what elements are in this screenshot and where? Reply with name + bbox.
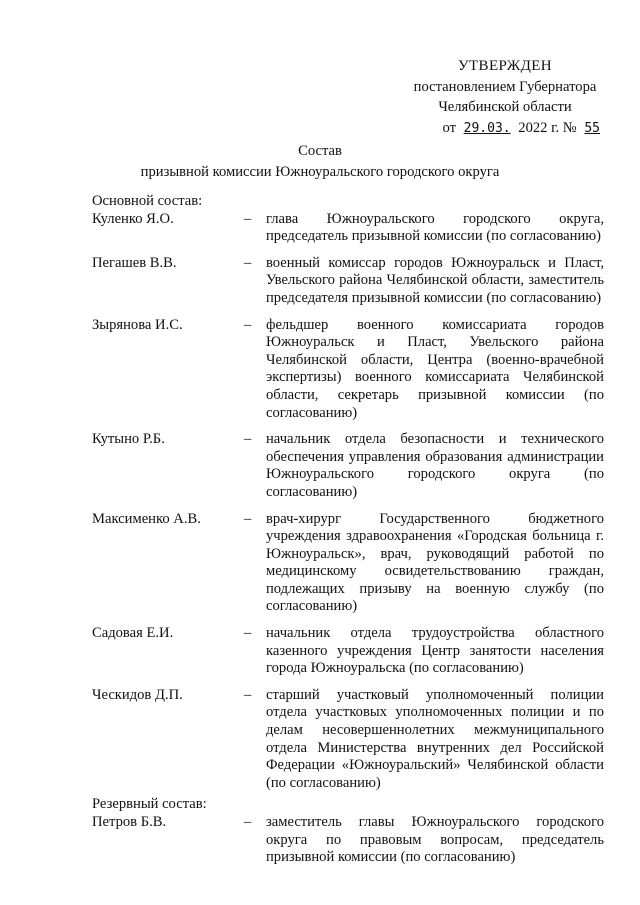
member-description: старший участковый уполномоченный полиции отдела участковых уполномоченных полиции и по делам несовершеннолетних межмуниципального отдела Министерства внутренних дел Российской Федерации «Южноуральский» Челябинской области (по согласованию) xyxy=(266,686,604,791)
member-row xyxy=(92,687,604,793)
member-name: Ческидов Д.П. xyxy=(92,686,183,703)
reserve-section-heading: Резервный состав: xyxy=(92,796,207,813)
member-row xyxy=(92,511,604,617)
member-name: Кутыно Р.Б. xyxy=(92,431,165,448)
member-dash: – xyxy=(244,510,252,527)
member-dash: – xyxy=(244,431,252,448)
title-line-2: призывной комиссии Южноуральского городского округа xyxy=(140,163,500,180)
member-dash: – xyxy=(244,814,252,830)
member-dash: – xyxy=(244,686,252,703)
member-description: глава Южноуральского городского округа, председатель призывной комиссии (по согласованию) xyxy=(266,210,604,245)
approval-number: 55 xyxy=(584,120,600,136)
approved-region-line: Челябинской области xyxy=(438,99,572,115)
member-name: Пегашев В.В. xyxy=(92,254,177,271)
member-name: Зырянова И.С. xyxy=(92,316,183,333)
member-dash: – xyxy=(244,210,252,227)
approval-date: 29.03. xyxy=(463,120,511,136)
member-row xyxy=(92,255,604,308)
member-dash: – xyxy=(244,316,252,333)
approved-heading: УТВЕРЖДЕН xyxy=(457,58,553,74)
member-row xyxy=(92,211,604,246)
member-row xyxy=(92,625,604,678)
title-line-1: Состав xyxy=(298,143,342,159)
member-name: Петров Б.В. xyxy=(92,814,167,830)
member-description: начальник отдела трудоустройства областного казенного учреждения Центр занятости населения города Южноуральска (по согласованию) xyxy=(266,625,604,677)
member-name: Куленко Я.О. xyxy=(92,210,174,227)
member-name: Максименко А.В. xyxy=(92,510,201,527)
member-description: начальник отдела безопасности и технического обеспечения управления образования администрации Южноуральского городского округа (по согласованию) xyxy=(266,431,604,500)
member-name: Садовая Е.И. xyxy=(92,625,174,642)
member-row xyxy=(92,317,604,423)
commission-list xyxy=(92,193,604,876)
member-description: фельдшер военного комиссариата городов Южноуральск и Пласт, Увельского района Челябинской области, Центра (военно-врачебной экспертизы) военного комиссариата Челябинской области, секретарь призывной комиссии (по согласованию) xyxy=(266,316,604,421)
member-row xyxy=(92,814,604,867)
main-section-heading: Основной состав: xyxy=(92,193,203,209)
member-row xyxy=(92,431,604,501)
date-prefix: от xyxy=(442,119,456,136)
approval-date-line xyxy=(400,118,610,140)
member-description: заместитель главы Южноуральского городского округа по правовым вопросам, председатель призывной комиссии (по согласованию) xyxy=(266,814,604,866)
member-description: военный комиссар городов Южноуральск и Пласт, Увельского района Челябинской области, заместитель председателя призывной комиссии (по согласованию) xyxy=(266,254,604,306)
approval-year-number-label: 2022 г. № xyxy=(518,119,577,136)
approval-stamp xyxy=(400,56,610,139)
member-dash: – xyxy=(244,625,252,642)
document-title xyxy=(0,141,640,182)
approved-by-line: постановлением Губернатора xyxy=(413,78,597,95)
member-dash: – xyxy=(244,254,252,271)
member-description: врач-хирург Государственного бюджетного учреждения здравоохранения «Городская больница г. Южноуральск», врач, руководящий работой по медицинскому освидетельствованию граждан, подлежащих призыву на военную службу (по согласованию) xyxy=(266,510,604,615)
